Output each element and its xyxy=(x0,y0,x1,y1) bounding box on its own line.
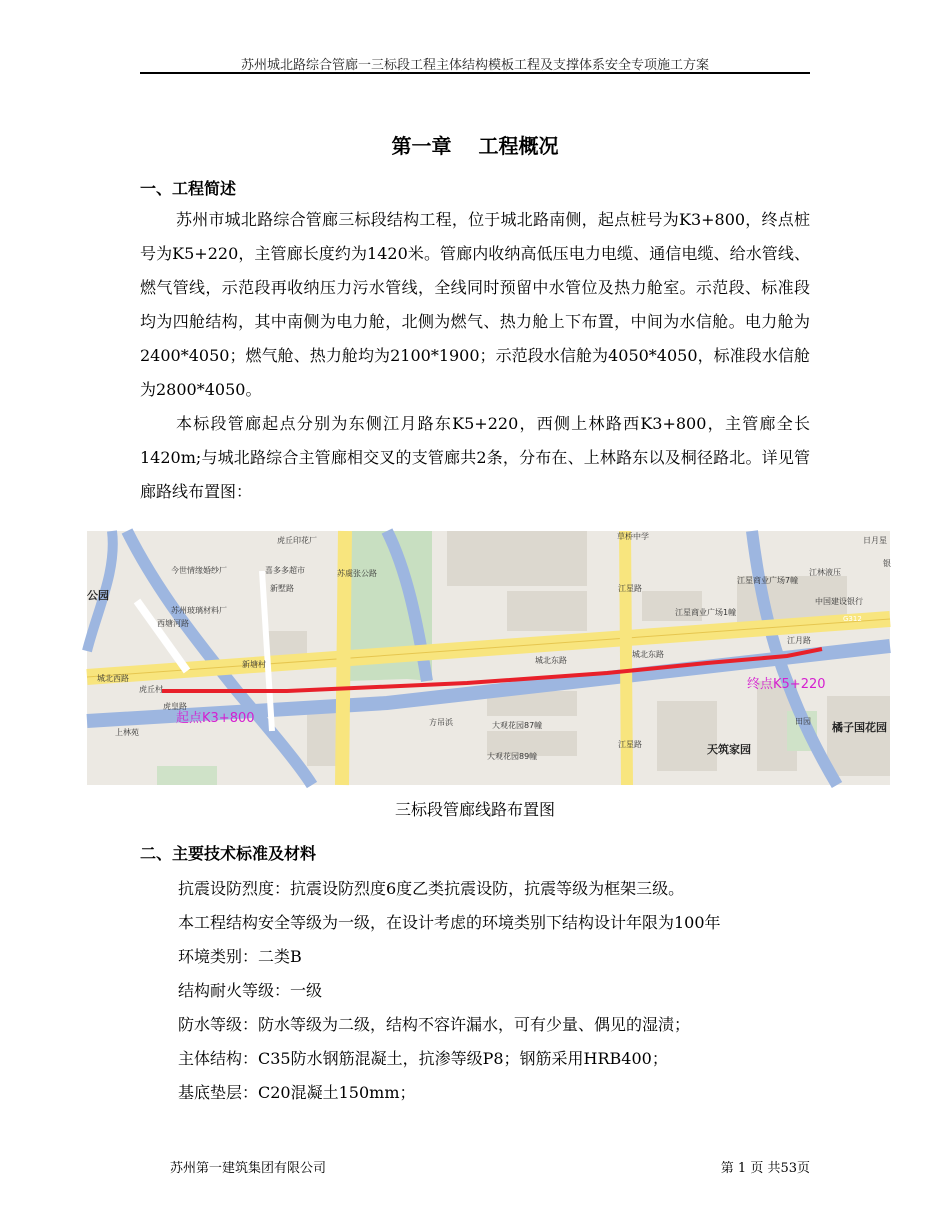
running-header: 苏州城北路综合管廊一三标段工程主体结构模板工程及支撑体系安全专项施工方案 xyxy=(240,58,709,73)
footer-company: 苏州第一建筑集团有限公司 xyxy=(170,1161,327,1176)
map-label-chengbei-east: 城北东路 xyxy=(535,656,567,665)
map-label-bank: 中国建设银行 xyxy=(815,597,863,606)
end-point-label: 终点K5+220 xyxy=(747,677,826,692)
standard-line: 环境类别：二类B xyxy=(178,947,302,966)
standard-line: 抗震设防烈度：抗震设防烈度6度乙类抗震设防，抗震等级为框架三级。 xyxy=(178,879,685,898)
map-label-jianglin: 江林液压 xyxy=(809,568,841,577)
map-label-supermarket: 喜多多超市 xyxy=(265,566,305,575)
map-label-huqiu-village: 虎丘村 xyxy=(139,685,163,694)
map-label-tianzhu: 天筑家园 xyxy=(707,743,751,756)
standard-line: 本工程结构安全等级为一级，在设计考虑的环境类别下结构设计年限为100年 xyxy=(178,913,721,932)
map-label-xintang: 新塘村 xyxy=(242,660,266,669)
map-label-jiangxing-road-2: 江星路 xyxy=(618,740,642,749)
map-label-jiangxing-road: 江星路 xyxy=(618,584,642,593)
section-heading-overview: 一、工程简述 xyxy=(140,179,237,198)
start-point-label: 起点K3+800 xyxy=(176,711,255,726)
map-label-riyue: 日月星 xyxy=(863,536,887,545)
map-label-suyu-road: 苏虞张公路 xyxy=(337,569,377,578)
map-label-jiangyue-road: 江月路 xyxy=(787,636,811,645)
paragraph-overview-2: 本标段管廊起点分别为东侧江月路东K5+220，西侧上林路西K3+800，主管廊全长1420m;与城北路综合主管廊相交叉的支管廊共2条，分布在、上林路东以及桐径路北。详见管廊路线布置图： xyxy=(140,414,810,501)
figure-caption: 三标段管廊线路布置图 xyxy=(394,800,555,819)
map-label-xinshu-road: 新墅路 xyxy=(270,584,294,593)
map-label-wedding: 今世情缘婚纱厂 xyxy=(171,566,227,575)
standard-line: 结构耐火等级：一级 xyxy=(178,981,323,1000)
chapter-title: 第一章 工程概况 xyxy=(391,134,559,158)
map-label-shanglin: 上林苑 xyxy=(115,728,139,737)
map-label-juzi: 橘子国花园 xyxy=(832,721,887,734)
map-label-huqiu-print: 虎丘印花厂 xyxy=(277,536,317,545)
section-heading-standards: 二、主要技术标准及材料 xyxy=(140,844,317,863)
map-label-tianyuan: 田园 xyxy=(795,717,811,726)
map-label-plaza7: 江星商业广场7幢 xyxy=(737,576,799,585)
map-label-huhuang-road: 虎皇路 xyxy=(163,702,187,711)
map-label-fangdiao: 方吊浜 xyxy=(429,718,453,727)
map-label-glass: 苏州玻璃材料厂 xyxy=(171,606,227,615)
map-label-park: 公园 xyxy=(87,589,109,602)
header-rule xyxy=(140,72,810,74)
standard-line: 防水等级：防水等级为二级，结构不容许漏水，可有少量、偶见的湿渍； xyxy=(178,1015,691,1034)
footer-page-number: 第 1 页 共53页 xyxy=(720,1161,810,1176)
map-label-yin: 银 xyxy=(883,559,891,568)
route-map xyxy=(87,531,890,785)
paragraph-overview-1: 苏州市城北路综合管廊三标段结构工程，位于城北路南侧，起点桩号为K3+800，终点桩号为K5+220，主管廊长度约为1420米。管廊内收纳高低压电力电缆、通信电缆、给水管线、燃气管线，示范段再收纳压力污水管线，全线同时预留中水管位及热力舱室。示范段、标准段均为四舱结构，其中南侧为电力舱，北侧为燃气、热力舱上下布置，中间为水信舱。电力舱为2400*4050；燃气舱、热力舱均为2100*1900；示范段水信舱为4050*4050，标准段水信舱为2800*4050。 xyxy=(140,210,810,399)
map-label-xitang-road: 西塘河路 xyxy=(157,619,189,628)
map-label-school: 草桥中学 xyxy=(617,532,649,541)
map-label-daguan89: 大观花园89幢 xyxy=(487,752,538,761)
map-label-daguan87: 大观花园87幢 xyxy=(492,721,543,730)
standard-line: 基底垫层：C20混凝土150mm； xyxy=(178,1083,416,1102)
map-label-chengbei-west: 城北西路 xyxy=(97,674,129,683)
standard-line: 主体结构：C35防水钢筋混凝土，抗渗等级P8；钢筋采用HRB400； xyxy=(178,1049,668,1068)
map-label-plaza1: 江星商业广场1幢 xyxy=(675,608,737,617)
map-label-chengbei-east-2: 城北东路 xyxy=(632,650,664,659)
map-label-g312: G312 xyxy=(843,615,862,623)
